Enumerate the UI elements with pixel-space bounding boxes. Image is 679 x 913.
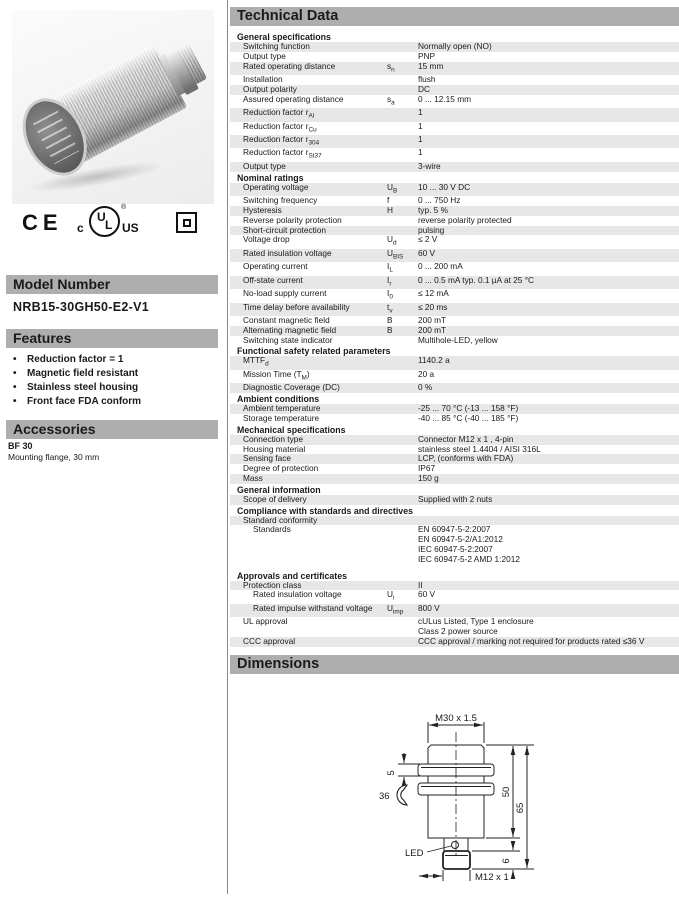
dim-nut-height-label: 5 <box>386 769 397 776</box>
dimension-drawing-svg <box>230 674 679 908</box>
spec-label: No-load supply current <box>243 288 327 299</box>
spec-symbol: $U_B$ <box>387 181 398 195</box>
section-title: Nominal ratings <box>237 172 304 183</box>
spec-row <box>230 108 679 121</box>
spec-symbol: $U_{BIS}$ <box>387 247 404 261</box>
spec-row <box>230 289 679 302</box>
spec-symbol <box>387 135 418 148</box>
spec-label: Housing material <box>243 443 306 454</box>
section-title: Functional safety related parameters <box>237 346 391 357</box>
spec-value: flush <box>418 74 436 85</box>
spec-row <box>230 235 679 248</box>
spec-symbol <box>387 356 418 369</box>
spec-symbol <box>387 464 418 474</box>
spec-symbol <box>387 525 418 564</box>
spec-label: Operating current <box>243 261 308 272</box>
spec-row <box>230 370 679 383</box>
spec-row <box>230 525 679 564</box>
spec-row <box>230 637 679 647</box>
spec-symbol: $s_n$ <box>387 60 395 74</box>
spec-row <box>230 183 679 196</box>
dim-led-label: LED <box>405 847 424 859</box>
spec-symbol <box>387 52 418 62</box>
spec-row <box>230 249 679 262</box>
spec-value: 0 ... 12.15 mm <box>418 93 472 104</box>
spec-row <box>230 464 679 474</box>
spec-label: Time delay before availability <box>243 301 350 312</box>
bullet-icon: • <box>13 396 17 407</box>
spec-value: 150 g <box>418 472 439 483</box>
spec-row <box>230 604 679 617</box>
spec-label: Scope of delivery <box>243 493 307 504</box>
spec-value: 800 V <box>418 602 440 613</box>
sensor-label-lines <box>33 111 79 165</box>
spec-symbol <box>387 162 418 172</box>
spec-label: Rated insulation voltage <box>243 247 332 258</box>
feature-text: Reduction factor = 1 <box>27 354 124 365</box>
spec-value: 0 ... 200 mA <box>418 261 463 272</box>
spec-symbol <box>387 108 418 121</box>
spec-symbol: $I_0$ <box>387 288 393 301</box>
spec-label: Reduction factor $r_{304}$ <box>243 134 320 147</box>
spec-row <box>230 62 679 75</box>
spec-label: Rated insulation voltage <box>253 589 342 600</box>
spec-label: UL approval <box>243 616 288 627</box>
spec-symbol <box>387 383 418 393</box>
feature-item <box>13 353 221 367</box>
spec-symbol <box>387 495 418 505</box>
dim-body-length-label: 50 <box>501 786 512 797</box>
spec-row <box>230 196 679 206</box>
section-title: Approvals and certificates <box>237 570 347 581</box>
spec-symbol <box>387 454 418 464</box>
dimension-drawing <box>230 674 679 908</box>
spec-row <box>230 95 679 108</box>
certification-marks <box>0 204 228 244</box>
spec-label: Ambient temperature <box>243 403 321 414</box>
spec-value: 15 mm <box>418 60 444 71</box>
model-number-header: Model Number <box>6 275 218 294</box>
spec-row <box>230 75 679 85</box>
feature-item <box>13 395 221 409</box>
spec-symbol: $U_{imp}$ <box>387 602 404 616</box>
spec-label: Reverse polarity protection <box>243 214 342 225</box>
spec-row <box>230 303 679 316</box>
ul-letter-l: L <box>105 218 113 232</box>
spec-label: $MTTF_d$ <box>243 355 269 369</box>
spec-row <box>230 122 679 135</box>
spec-label: Voltage drop <box>243 234 290 245</box>
spec-label: Assured operating distance <box>243 93 344 104</box>
section-title: Ambient conditions <box>237 394 320 405</box>
spec-symbol: f <box>387 195 390 206</box>
spec-row <box>230 414 679 424</box>
spec-value: -40 ... 85 °C (-40 ... 185 °F) <box>418 412 519 423</box>
spec-label: Rated operating distance <box>243 60 336 71</box>
dim-thread-top-label: M30 x 1.5 <box>435 712 477 724</box>
spec-value: 0 % <box>418 382 433 393</box>
spec-symbol <box>387 148 418 161</box>
spec-value: DC <box>418 83 430 94</box>
spec-label: Hysteresis <box>243 204 282 215</box>
feature-item <box>13 381 221 395</box>
bullet-icon: • <box>13 368 17 379</box>
feature-text: Magnetic field resistant <box>27 368 139 379</box>
spec-symbol <box>387 404 418 414</box>
spec-value: Normally open (NO) <box>418 41 492 51</box>
spec-symbol <box>387 474 418 484</box>
technical-data-table <box>230 31 679 647</box>
ul-c-label: c <box>77 221 84 235</box>
bullet-icon: • <box>13 382 17 393</box>
spec-symbol: $t_v$ <box>387 301 393 315</box>
spec-value: CCC approval / marking not required for products rated ≤36 V <box>418 635 645 646</box>
ul-letter-u: U <box>97 210 106 224</box>
spec-value: -25 ... 70 °C (-13 ... 158 °F) <box>418 403 519 414</box>
spec-label: Switching state indicator <box>243 334 333 345</box>
product-photo <box>12 10 214 204</box>
feature-item <box>13 367 221 381</box>
technical-data-title: Technical Data <box>230 7 679 26</box>
spec-value: typ. 5 % <box>418 204 448 215</box>
accessory-description: Mounting flange, 30 mm <box>8 452 100 462</box>
spec-row <box>230 42 679 52</box>
spec-value: Multihole-LED, yellow <box>418 334 498 345</box>
spec-label: Diagnostic Coverage (DC) <box>243 382 340 393</box>
accessories-header: Accessories <box>6 420 218 439</box>
spec-row <box>230 356 679 369</box>
spec-value: pulsing <box>418 224 445 235</box>
spec-value: 200 mT <box>418 315 447 326</box>
spec-symbol: B <box>387 324 393 335</box>
spec-symbol <box>387 216 418 226</box>
spec-symbol <box>387 637 418 647</box>
spec-label: Output polarity <box>243 83 297 94</box>
spec-row <box>230 135 679 148</box>
dim-thread-bottom-label: M12 x 1 <box>475 871 509 883</box>
spec-row <box>230 617 679 637</box>
spec-label: Output type <box>243 160 286 171</box>
spec-symbol <box>387 370 418 383</box>
spec-label: Rated impulse withstand voltage <box>253 602 373 613</box>
spec-value: Supplied with 2 nuts <box>418 493 493 504</box>
spec-symbol <box>387 85 418 95</box>
spec-symbol <box>387 75 418 85</box>
spec-value: LCP, (conforms with FDA) <box>418 453 514 464</box>
spec-value: 1 <box>418 107 423 118</box>
spec-row <box>230 336 679 346</box>
spec-symbol <box>387 414 418 424</box>
spec-label: Output type <box>243 50 286 61</box>
dim-total-length-label: 65 <box>515 802 526 813</box>
section-title: General information <box>237 484 321 495</box>
spec-label: Off-state current <box>243 274 303 285</box>
spec-symbol <box>387 122 418 135</box>
dimensions-title: Dimensions <box>230 655 679 674</box>
spec-label: Mission Time $(T_M)$ <box>243 368 310 382</box>
spec-symbol: B <box>387 315 393 326</box>
section-title: Mechanical specifications <box>237 424 346 435</box>
spec-value: Connector M12 x 1 , 4-pin <box>418 433 514 444</box>
spec-value: 3-wire <box>418 160 441 171</box>
spec-label: Protection class <box>243 579 302 590</box>
spec-symbol: $s_a$ <box>387 93 395 107</box>
spec-value: ≤ 20 ms <box>418 301 448 312</box>
spec-label: CCC approval <box>243 635 296 646</box>
spec-row <box>230 590 679 603</box>
ce-mark-icon: CE <box>22 210 63 235</box>
spec-value: 0 ... 0.5 mA typ. 0.1 µA at 25 °C <box>418 274 535 285</box>
spec-symbol: $U_i$ <box>387 589 395 602</box>
spec-label: Switching frequency <box>243 195 318 206</box>
dim-connector-height-label: 6 <box>501 857 512 864</box>
spec-value: ≤ 12 mA <box>418 288 449 299</box>
spec-label: Operating voltage <box>243 181 309 192</box>
spec-label: Storage temperature <box>243 412 320 423</box>
feature-text: Front face FDA conform <box>27 396 142 407</box>
spec-row <box>230 162 679 172</box>
protection-class-2-icon <box>176 212 197 233</box>
spec-row <box>230 495 679 505</box>
spec-symbol <box>387 435 418 445</box>
model-number: NRB15-30GH50-E2-V1 <box>13 300 150 314</box>
spec-value: 1 <box>418 147 423 158</box>
sensor-cylinder <box>12 10 214 204</box>
spec-symbol: $I_r$ <box>387 274 392 288</box>
left-column <box>0 0 228 894</box>
spec-value: IP67 <box>418 463 436 474</box>
spec-label: Mass <box>243 472 263 483</box>
spec-value: 20 a <box>418 368 435 379</box>
ul-us-label: US <box>122 221 139 235</box>
bullet-icon: • <box>13 354 17 365</box>
spec-symbol: $U_d$ <box>387 234 397 247</box>
wrench-icon <box>397 785 407 805</box>
spec-value: PNP <box>418 50 436 61</box>
spec-row <box>230 383 679 393</box>
spec-value: 1 <box>418 134 423 144</box>
spec-label: Short-circuit protection <box>243 224 327 235</box>
spec-label: Installation <box>243 74 283 85</box>
spec-value: 60 V <box>418 247 436 258</box>
spec-symbol: $I_L$ <box>387 261 393 274</box>
spec-value: 10 ... 30 V DC <box>418 181 471 192</box>
spec-label: Reduction factor $r_{St37}$ <box>243 147 322 161</box>
spec-value: 200 mT <box>418 324 447 335</box>
section-title: General specifications <box>237 32 331 42</box>
spec-label: Constant magnetic field <box>243 315 330 326</box>
spec-symbol <box>387 516 418 526</box>
spec-row <box>230 276 679 289</box>
dim-wrench-size-label: 36 <box>379 790 390 802</box>
spec-value: II <box>418 579 423 590</box>
spec-value: EN 60947-5-2:2007 EN 60947-5-2/A1:2012 IEC 60947-5-2:2007 IEC 60947-5-2 AMD 1:2012 <box>418 524 520 564</box>
spec-value: 60 V <box>418 589 436 600</box>
spec-value: cULus Listed, Type 1 enclosure Class 2 power source <box>418 616 534 637</box>
spec-symbol <box>387 445 418 455</box>
spec-label: Standards <box>253 524 291 535</box>
spec-value: 0 ... 750 Hz <box>418 195 461 206</box>
protection-class-2-inner-square <box>183 219 191 227</box>
spec-value: reverse polarity protected <box>418 214 512 225</box>
cul-us-mark-icon <box>76 204 140 244</box>
right-column <box>230 0 679 908</box>
feature-text: Stainless steel housing <box>27 382 139 393</box>
spec-label: Standard conformity <box>243 514 318 525</box>
spec-label: Reduction factor $r_{Al}$ <box>243 107 315 120</box>
spec-row <box>230 262 679 275</box>
spec-label: Sensing face <box>243 453 291 464</box>
features-list <box>13 353 221 409</box>
spec-value: ≤ 2 V <box>418 234 438 245</box>
accessory-name: BF 30 <box>8 441 33 451</box>
spec-symbol <box>387 336 418 346</box>
spec-value: 1 <box>418 120 423 131</box>
features-header: Features <box>6 329 218 348</box>
spec-symbol <box>387 42 418 52</box>
spec-label: Switching function <box>243 41 310 51</box>
spec-label: Alternating magnetic field <box>243 324 337 335</box>
spec-label: Degree of protection <box>243 463 319 474</box>
ul-registered-symbol: ® <box>121 204 127 211</box>
spec-label: Connection type <box>243 433 303 444</box>
spec-row <box>230 148 679 161</box>
section-title: Compliance with standards and directives <box>237 505 413 516</box>
spec-symbol <box>387 617 418 637</box>
spec-value: stainless steel 1.4404 / AISI 316L <box>418 443 541 454</box>
spec-label: Reduction factor $r_{Cu}$ <box>243 120 317 134</box>
ul-circle <box>89 206 120 237</box>
spec-row <box>230 226 679 236</box>
spec-value: 1140.2 a <box>418 355 450 366</box>
spec-symbol: H <box>387 204 393 215</box>
spec-row <box>230 474 679 484</box>
led-indicator <box>452 841 459 848</box>
connector-body <box>443 851 470 869</box>
